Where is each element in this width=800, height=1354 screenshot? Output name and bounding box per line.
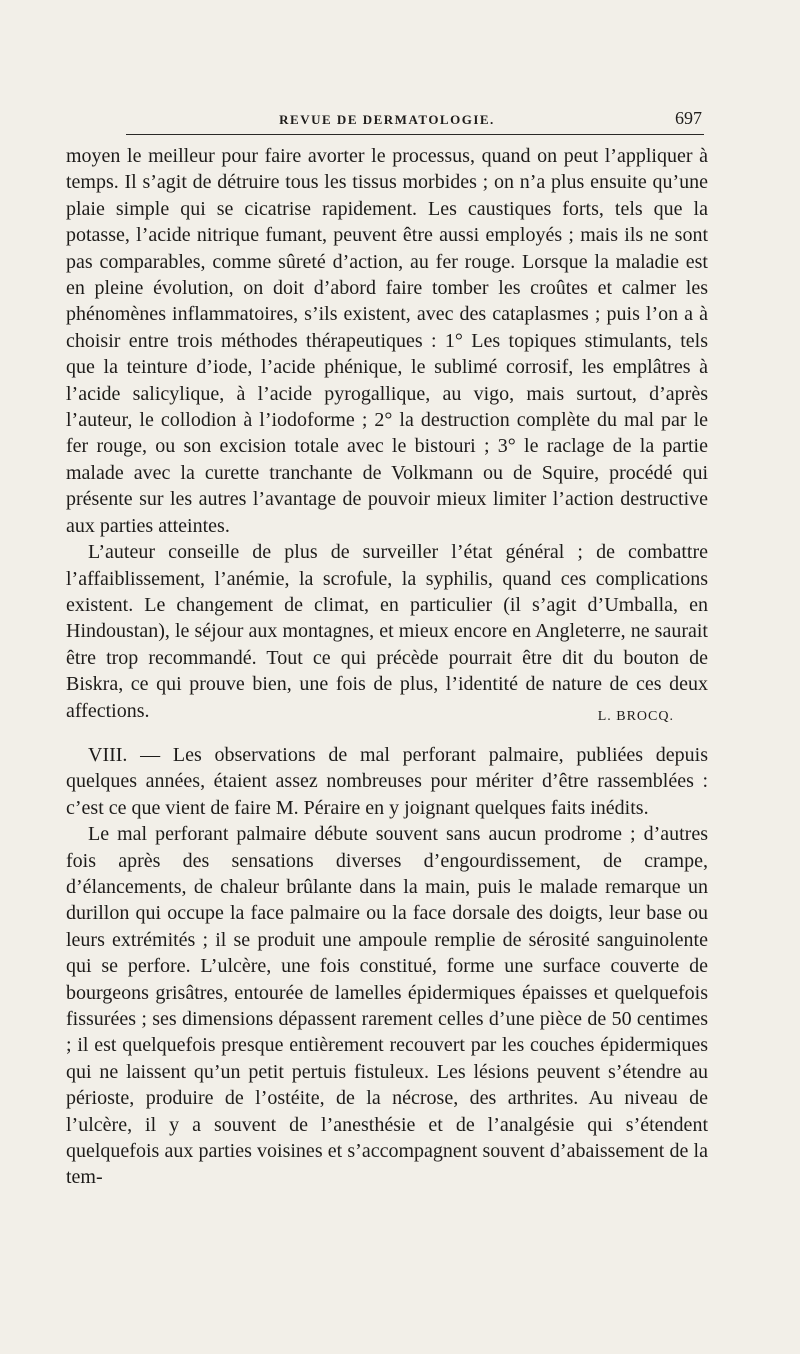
- paragraph-1: moyen le meilleur pour faire avorter le processus, quand on peut l’appliquer à temps. Il s’agit de détruire tous les tissus morbides ; on n’a plus ensuite qu’une plaie simple qui se cicatrise rapidement. Les caustiques forts, tels que la potasse, l’acide nitrique fumant, peuvent être aussi employés ; mais ils ne sont pas comparables, comme sûreté d’action, au fer rouge. Lorsque la maladie est en pleine évolution, on doit d’abord faire tomber les croûtes et calmer les phénomènes inflammatoires, s’ils existent, avec des cataplasmes ; puis l’on a à choisir entre trois méthodes thérapeutiques : 1° Les topiques stimulants, tels que la teinture d’iode, l’acide phénique, le sublimé corrosif, les emplâtres à l’acide salicylique, à l’acide pyrogallique, au vigo, mais surtout, d’après l’auteur, le collodion à l’iodoforme ; 2° la destruction complète du mal par le fer rouge, ou son excision totale avec le bistouri ; 3° le raclage de la partie malade avec la curette tranchante de Volkmann ou de Squire, procédé qui présente sur les autres l’avantage de pouvoir mieux limiter l’action destructive aux parties atteintes.: [66, 145, 708, 537]
- page-number: 697: [675, 108, 702, 128]
- author-signature: L. BROCQ.: [597, 708, 674, 724]
- paragraph-3: VIII. — Les observations de mal perforant palmaire, publiées depuis quelques années, étaient assez nombreuses pour mériter d’être rassemblées : c’est ce que vient de faire M. Péraire en y joignant quelques faits inédits.: [66, 743, 708, 819]
- paragraph-2: [66, 539, 708, 724]
- paragraph-4: Le mal perforant palmaire débute souvent sans aucun prodrome ; d’autres fois après des sensations diverses d’engourdissement, de crampe, d’élancements, de chaleur brûlante dans la main, puis le malade remarque un durillon qui occupe la face palmaire ou la face dorsale des doigts, leur base ou leurs extrémités ; il se produit une ampoule remplie de sérosité sanguinolente qui se perfore. L’ulcère, une fois constitué, forme une surface couverte de bourgeons grisâtres, entourée de lamelles épidermiques épaisses et quelquefois fissurées ; ses dimensions dépassent rarement celles d’une pièce de 50 centimes ; il est quelquefois presque entièrement recouvert par les couches épidermiques qui ne laissent qu’un petit pertuis fistuleux. Les lésions peuvent s’étendre au périoste, produire de l’ostéite, de la nécrose, des arthrites. Au niveau de l’ulcère, il y a souvent de l’anesthésie et de l’analgésie qui s’étendent quelquefois aux parties voisines et s’accompagnent souvent d’abaissement de la tem-: [66, 823, 708, 1189]
- running-title: REVUE DE DERMATOLOGIE.: [279, 112, 495, 127]
- body-text: [66, 143, 708, 1191]
- header-rule: [126, 134, 704, 135]
- document-page: [66, 106, 708, 1191]
- page-header: [66, 106, 708, 134]
- paragraph-2-text: L’auteur conseille de plus de surveiller l’état général ; de combattre l’affaiblissement, l’anémie, la scrofule, la syphilis, quand ces complications existent. Le changement de climat, en particulier (il s’agit d’Umballa, en Hindoustan), le séjour aux montagnes, et mieux encore en Angleterre, ne saurait être trop recommandé. Tout ce qui précède pourrait être dit du bouton de Biskra, ce qui prouve bien, une fois de plus, l’identité de nature de ces deux affections.: [66, 541, 708, 722]
